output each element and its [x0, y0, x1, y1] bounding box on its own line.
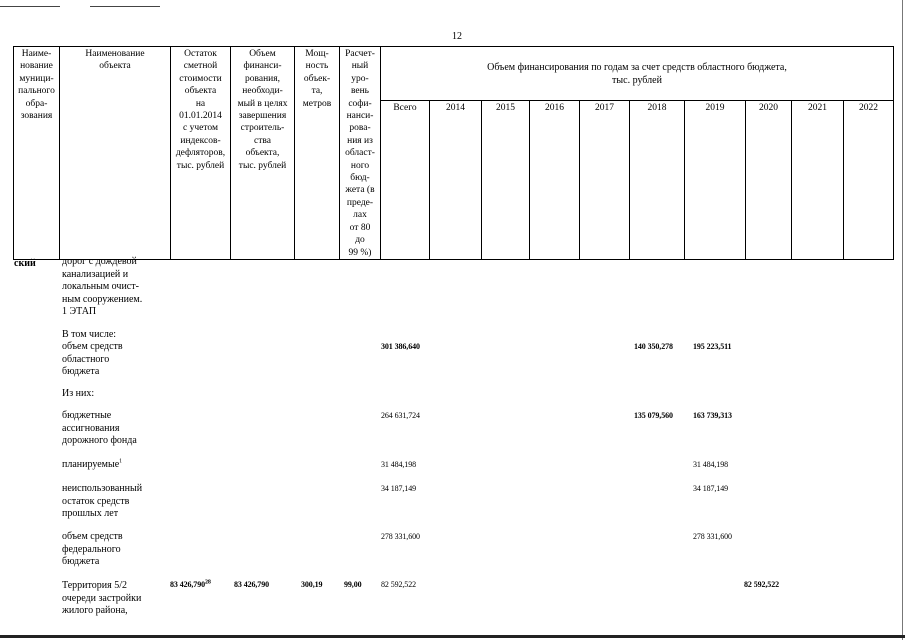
text-line: ность [305, 61, 329, 72]
header-year-2021: 2021 [792, 101, 844, 260]
text-line: финанси- [243, 61, 282, 72]
text-line: неиспользованный [62, 483, 143, 494]
text-line: прошлых лет [62, 508, 119, 519]
territory-funding-needed: 83 426,790 [234, 580, 270, 589]
text-line: софи- [348, 98, 372, 109]
text-line: ния из [347, 135, 373, 146]
text-line: Территория 5/2 [62, 580, 127, 591]
text-line: тыс. рублей [612, 75, 662, 87]
text-line: ства [254, 135, 271, 146]
header-year-2018: 2018 [630, 101, 685, 260]
text-line: индексов- [180, 135, 221, 146]
text-line: объек- [303, 73, 331, 84]
text-line: муници- [19, 73, 54, 84]
federal-total: 278 331,600 [381, 532, 420, 541]
text-line: бюджета [62, 556, 100, 567]
text-line: от 80 [349, 222, 371, 233]
federal-budget-label [62, 531, 123, 569]
territory-2020: 82 592,522 [744, 580, 780, 589]
text-line: лах [353, 210, 367, 221]
header-year-total: Всего [381, 101, 430, 260]
text-line: канализацией и [62, 268, 129, 280]
text-line: Наиме- [21, 49, 52, 59]
text-line: стоимости [179, 73, 222, 84]
regional-2019: 195 223,511 [693, 342, 732, 351]
text-line: остаток средств [62, 495, 130, 507]
header-funding-by-years [381, 47, 894, 101]
regional-budget-label [62, 341, 123, 379]
text-line: уро- [351, 73, 369, 84]
text-line: Наименование [85, 49, 145, 59]
territory-total: 82 592,522 [381, 580, 417, 589]
unused-2019: 34 187,149 [693, 484, 729, 493]
text-line: объем средств [62, 531, 123, 542]
territory-remaining-cost: 83 426,790$^{28}$ [170, 579, 211, 589]
text-line: объекта, [245, 148, 280, 159]
text-line: 99 %) [348, 247, 372, 258]
text-line: бюд- [350, 173, 370, 184]
text-line: с учетом [183, 123, 218, 134]
scan-edge-bottom [0, 635, 905, 638]
municipality-fragment: ский [14, 258, 36, 269]
planned-2019: 31 484,198 [693, 460, 729, 469]
road-fund-total: 264 631,724 [381, 411, 420, 420]
text-line: метров [302, 98, 332, 109]
header-funding-needed [231, 47, 295, 260]
text-line: рования, [245, 73, 280, 84]
road-fund-2018: 135 079,560 [634, 411, 673, 420]
header-year-2020: 2020 [746, 101, 792, 260]
text-line: Объем [249, 49, 276, 59]
top-rule-left [0, 6, 60, 7]
text-line: необходи- [242, 86, 283, 97]
text-line: нование [20, 61, 53, 72]
road-fund-2019: 163 739,313 [693, 411, 732, 420]
text-line: ный [351, 61, 369, 72]
text-line: пального [18, 86, 55, 97]
text-line: 01.01.2014 [179, 111, 222, 122]
text-line: тыс. рублей [176, 160, 225, 171]
territory-cofinancing-level: 99,00 [344, 580, 362, 589]
text-line: област- [345, 148, 375, 159]
federal-2019: 278 331,600 [693, 532, 732, 541]
territory-capacity: 300,19 [301, 580, 323, 589]
text-line: вень [350, 86, 370, 97]
text-line: областного [62, 353, 110, 365]
territory-description [62, 580, 141, 618]
text-line: строитель- [240, 123, 285, 134]
text-line: тыс. рублей [238, 160, 287, 171]
object-description [62, 256, 142, 319]
header-capacity [295, 47, 340, 260]
text-line: жилого района, [62, 605, 128, 616]
text-line: нанси- [346, 111, 374, 122]
text-line: дорожного фонда [62, 435, 137, 446]
header-table [13, 46, 894, 260]
unused-total: 34 187,149 [381, 484, 417, 493]
text-line: бюджета [62, 366, 100, 377]
header-object-name [60, 47, 171, 260]
text-line: преде- [346, 197, 374, 208]
text-line: завершения [238, 111, 287, 122]
header-remaining-cost [171, 47, 231, 260]
text-line: ассигнования [62, 422, 120, 434]
text-line: Остаток [184, 49, 217, 59]
text-line: сметной [183, 61, 218, 72]
page-number: 12 [452, 31, 462, 42]
regional-2018: 140 350,278 [634, 342, 673, 351]
text-line: ным сооружением. [62, 293, 143, 305]
of-them-label: Из них: [62, 388, 95, 399]
text-line: дорог с дождевой [62, 256, 137, 267]
regional-total: 301 386,640 [381, 342, 420, 351]
header-year-2014: 2014 [430, 101, 482, 260]
text-line: на [195, 98, 206, 109]
header-year-2017: 2017 [580, 101, 630, 260]
text-line: рова- [349, 123, 371, 134]
header-municipality [14, 47, 60, 260]
header-year-2022: 2022 [844, 101, 894, 260]
road-fund-label [62, 410, 137, 448]
text-line: зования [20, 111, 53, 122]
text-line: бюджетные [62, 410, 112, 421]
text-line: обра- [25, 98, 48, 109]
text-line: до [355, 235, 365, 246]
text-line: дефляторов, [175, 148, 226, 159]
text-line: Расчет- [345, 49, 375, 59]
text-line: ного [350, 160, 370, 171]
header-cofinancing-level [340, 47, 381, 260]
header-year-2019: 2019 [685, 101, 746, 260]
including-label: В том числе: [62, 329, 117, 340]
text-line: объекта [99, 61, 131, 72]
text-line: Мощ- [305, 49, 329, 59]
text-line: 1 ЭТАП [62, 306, 97, 317]
header-year-2016: 2016 [530, 101, 580, 260]
header-year-2015: 2015 [482, 101, 530, 260]
text-line: Объем финансирования по годам за счет средств областного бюджета, [487, 62, 787, 74]
text-line: мый в целях [237, 98, 288, 109]
scan-edge-right [902, 0, 903, 640]
text-line: очереди застройки [62, 592, 142, 604]
unused-balance-label [62, 483, 142, 521]
top-rule-right [90, 6, 160, 7]
planned-label: планируемые$^1$ [62, 458, 123, 470]
text-line: жета (в [345, 185, 375, 196]
text-line: объекта [184, 86, 217, 97]
text-line: объем средств [62, 341, 123, 352]
text-line: локальным очист- [62, 281, 139, 292]
text-line: федерального [62, 543, 121, 555]
planned-total: 31 484,198 [381, 460, 417, 469]
text-line: та, [311, 86, 323, 97]
